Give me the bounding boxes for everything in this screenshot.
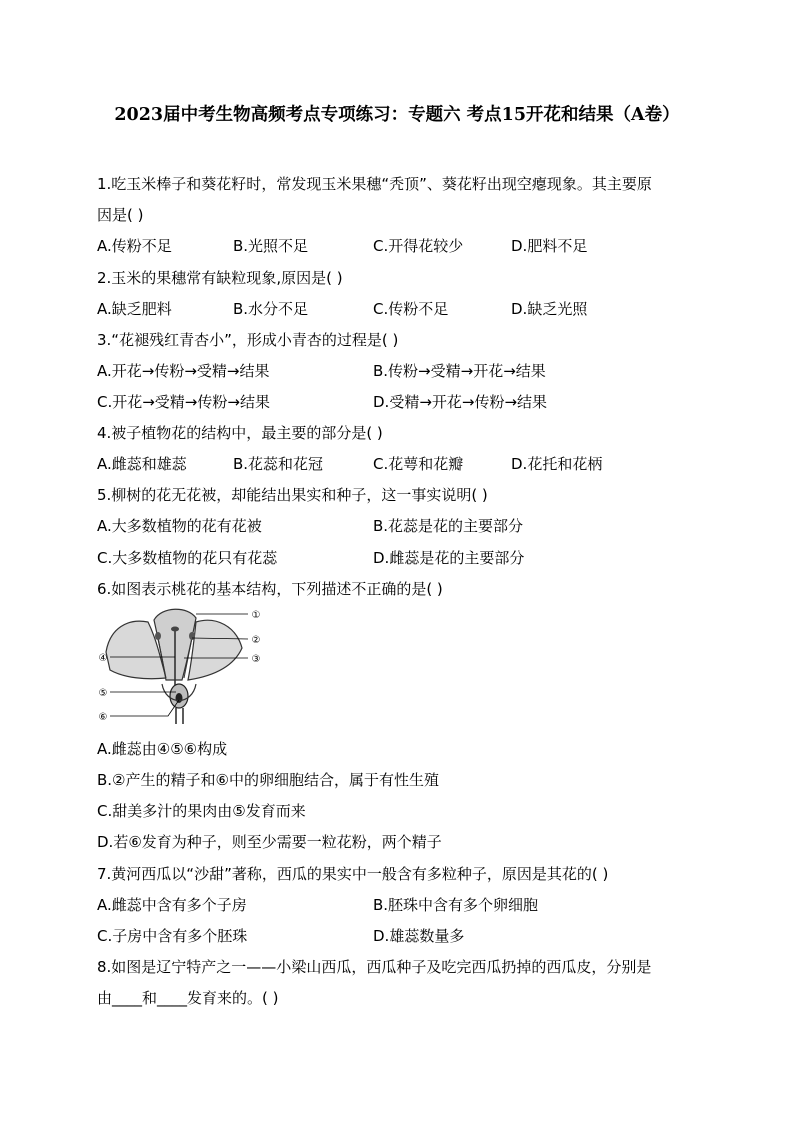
- question-4-stem: 4.被子植物花的结构中，最主要的部分是( ): [97, 424, 383, 442]
- figure-label-6: ⑥: [98, 712, 108, 723]
- question-5-option-c: C.大多数植物的花只有花蕊: [97, 549, 278, 567]
- ovule: [176, 693, 183, 703]
- question-8-stem-line-1: 8.如图是辽宁特产之一——小梁山西瓜，西瓜种子及吃完西瓜扔掉的西瓜皮，分别是: [97, 958, 652, 976]
- question-4-option-d: D.花托和花柄: [511, 455, 603, 473]
- question-3-option-d: D.受精→开花→传粉→结果: [373, 393, 548, 411]
- question-1-stem-line-1: 1.吃玉米棒子和葵花籽时，常发现玉米果穗“秃顶”、葵花籽出现空瘪现象。其主要原: [97, 175, 652, 193]
- question-1-stem-line-2: 因是( ): [97, 206, 144, 224]
- figure-label-1: ①: [251, 610, 261, 621]
- leader-line-6: [110, 700, 179, 716]
- question-4-option-c: C.花萼和花瓣: [373, 455, 464, 473]
- page-title: 2023届中考生物高频考点专项练习：专题六 考点15开花和结果（A卷）: [114, 105, 680, 125]
- question-7-stem: 7.黄河西瓜以“沙甜”著称，西瓜的果实中一般含有多粒种子，原因是其花的( ): [97, 865, 609, 883]
- anther-left: [155, 632, 161, 640]
- question-2-option-d: D.缺乏光照: [511, 300, 588, 318]
- question-4-option-b: B.花蕊和花冠: [233, 455, 324, 473]
- question-2-option-c: C.传粉不足: [373, 300, 449, 318]
- question-6-stem: 6.如图表示桃花的基本结构，下列描述不正确的是( ): [97, 580, 443, 598]
- question-6-option-c: C.甜美多汁的果肉由⑤发育而来: [97, 802, 306, 820]
- anther-right: [189, 632, 195, 640]
- question-8-stem-line-2: 由____和____发育来的。( ): [97, 989, 279, 1007]
- question-3-option-c: C.开花→受精→传粉→结果: [97, 393, 270, 411]
- question-3-option-b: B.传粉→受精→开花→结果: [373, 362, 546, 380]
- petal-right: [188, 620, 242, 680]
- figure-label-2: ②: [251, 635, 261, 646]
- question-7-option-a: A.雌蕊中含有多个子房: [97, 896, 247, 914]
- question-2-stem: 2.玉米的果穗常有缺粒现象,原因是( ): [97, 269, 343, 287]
- figure-label-4: ④: [98, 653, 108, 664]
- question-7-option-b: B.胚珠中含有多个卵细胞: [373, 896, 539, 914]
- question-1-option-b: B.光照不足: [233, 237, 309, 255]
- question-5-stem: 5.柳树的花无花被，却能结出果实和种子，这一事实说明( ): [97, 486, 488, 504]
- stigma: [171, 627, 179, 632]
- question-6-option-d: D.若⑥发育为种子，则至少需要一粒花粉，两个精子: [97, 833, 442, 851]
- question-5-option-a: A.大多数植物的花有花被: [97, 517, 262, 535]
- question-5-option-d: D.雌蕊是花的主要部分: [373, 549, 525, 567]
- figure-label-3: ③: [251, 654, 261, 665]
- question-6-option-b: B.②产生的精子和⑥中的卵细胞结合，属于有性生殖: [97, 771, 439, 789]
- question-3-option-a: A.开花→传粉→受精→结果: [97, 362, 270, 380]
- question-3-stem: 3.“花褪残红青杏小”，形成小青杏的过程是( ): [97, 331, 399, 349]
- question-7-option-d: D.雄蕊数量多: [373, 927, 465, 945]
- question-1-option-a: A.传粉不足: [97, 237, 172, 255]
- peach-flower-structure-icon: [96, 608, 268, 726]
- question-2-option-b: B.水分不足: [233, 300, 309, 318]
- peach-flower-diagram: [96, 608, 268, 726]
- question-1-option-c: C.开得花较少: [373, 237, 464, 255]
- question-1-option-d: D.肥料不足: [511, 237, 588, 255]
- figure-label-5: ⑤: [98, 688, 108, 699]
- question-5-option-b: B.花蕊是花的主要部分: [373, 517, 524, 535]
- question-7-option-c: C.子房中含有多个胚珠: [97, 927, 248, 945]
- question-2-option-a: A.缺乏肥料: [97, 300, 172, 318]
- question-6-option-a: A.雌蕊由④⑤⑥构成: [97, 740, 228, 758]
- question-4-option-a: A.雌蕊和雄蕊: [97, 455, 187, 473]
